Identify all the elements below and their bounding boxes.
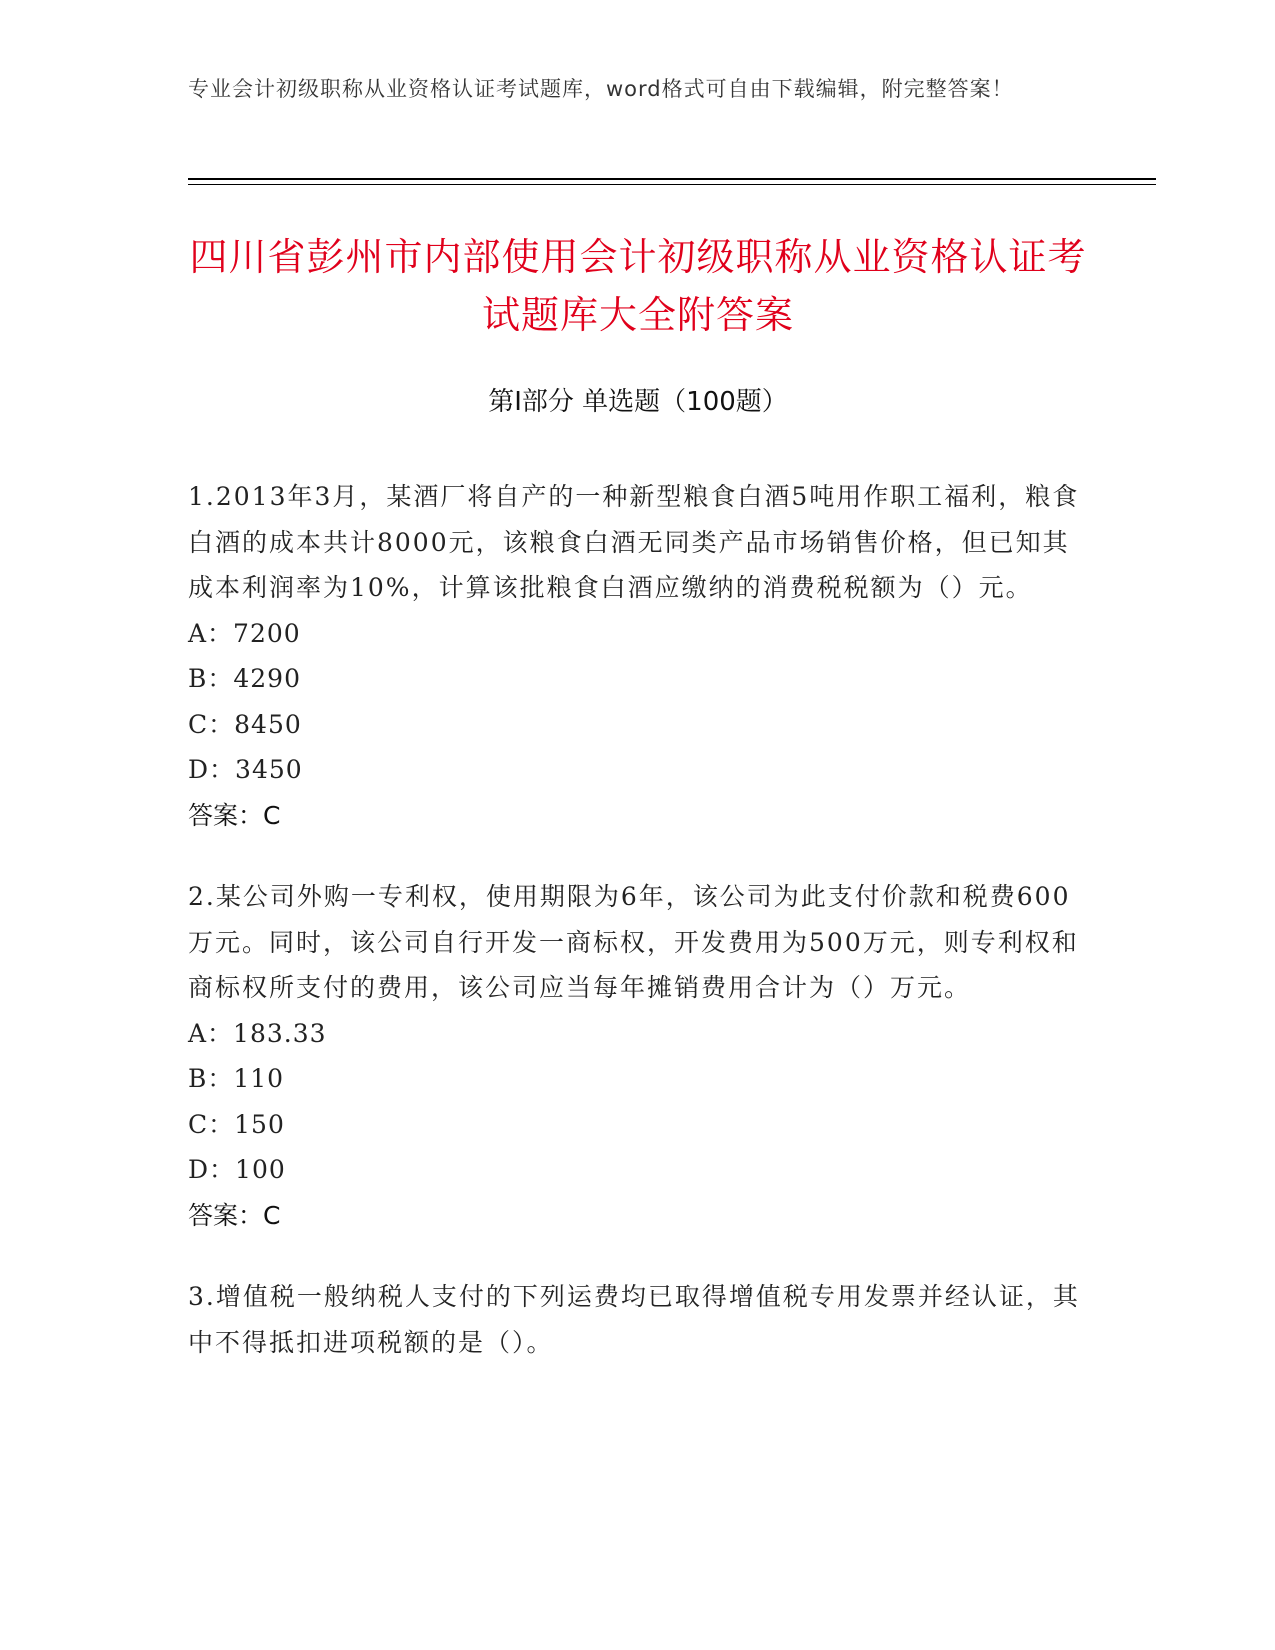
question-list xyxy=(188,474,1088,1401)
option-a: A：7200 xyxy=(188,618,301,648)
answer: 答案：C xyxy=(188,800,281,830)
option-b: B：4290 xyxy=(188,664,301,693)
option-a: A：183.33 xyxy=(188,1018,327,1048)
option-d: D：100 xyxy=(188,1155,286,1184)
question-1 xyxy=(188,474,1088,838)
header-divider-thin xyxy=(188,184,1156,185)
header-divider-thick xyxy=(188,178,1156,180)
answer: 答案：C xyxy=(188,1200,281,1230)
option-d: D：3450 xyxy=(188,755,303,784)
option-c: C：150 xyxy=(188,1109,285,1139)
header-note: 专业会计初级职称从业资格认证考试题库，word格式可自由下载编辑，附完整答案！ xyxy=(188,77,1014,101)
question-3 xyxy=(188,1274,1088,1365)
question-stem: 2.某公司外购一专利权，使用期限为6年，该公司为此支付价款和税费600万元。同时，该公司自行开发一商标权，开发费用为500万元，则专利权和商标权所支付的费用，该公司应当每年摊销费用合计为（）万元。 xyxy=(188,882,1079,1002)
question-2 xyxy=(188,874,1088,1238)
section-title: 第Ⅰ部分 单选题（100题） xyxy=(488,387,788,417)
document-title: 四川省彭州市内部使用会计初级职称从业资格认证考试题库大全附答案 xyxy=(189,235,1087,337)
option-b: B：110 xyxy=(188,1064,285,1093)
question-stem: 1.2013年3月，某酒厂将自产的一种新型粮食白酒5吨用作职工福利，粮食白酒的成本共计8000元，该粮食白酒无同类产品市场销售价格，但已知其成本利润率为10%，计算该批粮食白酒应缴纳的消费税税额为（）元。 xyxy=(188,482,1080,602)
question-stem: 3.增值税一般纳税人支付的下列运费均已取得增值税专用发票并经认证，其中不得抵扣进项税额的是（）。 xyxy=(188,1282,1080,1357)
option-c: C：8450 xyxy=(188,709,302,739)
